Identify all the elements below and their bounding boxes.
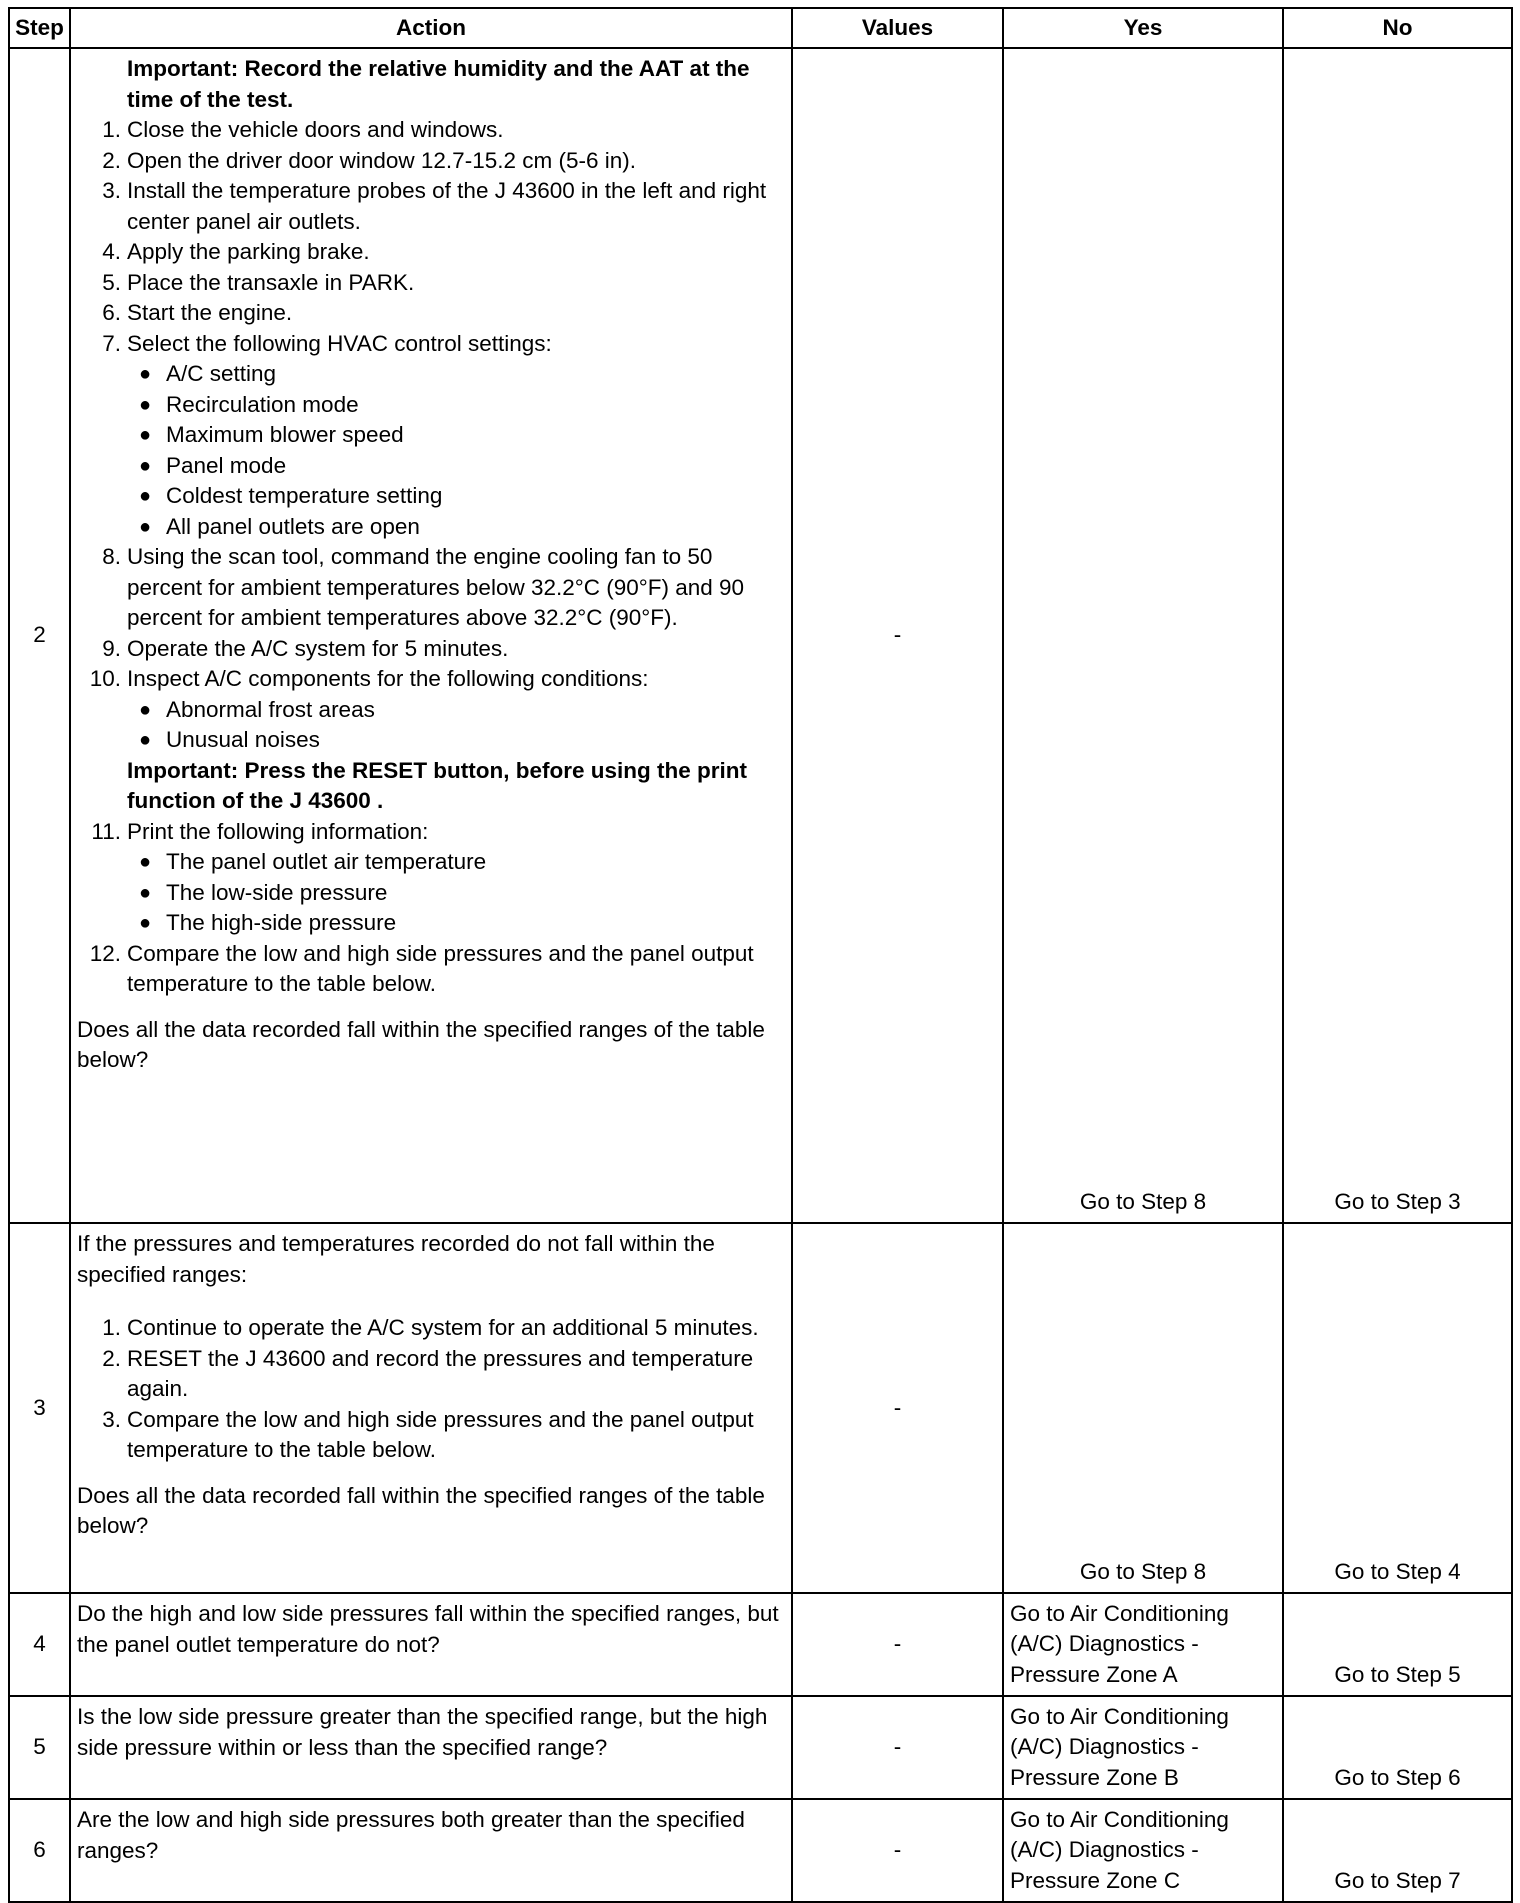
action-cell (70, 48, 792, 1223)
header-values: Values (792, 8, 1003, 48)
important-note: Important: Record the relative humidity and the AAT at the time of the test. (127, 56, 750, 112)
list-item: 3. Install the temperature probes of the J 43600 in the left and right center panel air outlets. (102, 178, 767, 234)
bullet-item: ● Abnormal frost areas (77, 695, 785, 726)
list-item: 6. Start the engine. (102, 300, 293, 325)
list-item: 1. Close the vehicle doors and windows. (102, 117, 504, 142)
values-cell: - (792, 1593, 1003, 1696)
bullet-item: ● All panel outlets are open (77, 512, 785, 543)
list-item: 7. Select the following HVAC control settings: (102, 330, 552, 356)
values-cell: - (792, 48, 1003, 1223)
list-item: 9. Operate the A/C system for 5 minutes. (102, 635, 509, 661)
bullet-icon: ● (139, 485, 152, 507)
action-cell (70, 1223, 792, 1593)
bullet-icon: ● (139, 729, 152, 751)
list-item: 11. Print the following information: (91, 818, 429, 844)
bullet-icon: ● (139, 424, 152, 446)
no-cell: Go to Step 4 (1283, 1223, 1512, 1593)
bullet-icon: ● (139, 363, 152, 385)
header-action: Action (70, 8, 792, 48)
yes-cell: Go to Step 8 (1003, 48, 1283, 1223)
bullet-icon: ● (139, 454, 152, 477)
bullet-item: ● The high-side pressure (77, 908, 785, 939)
values-cell: - (792, 1696, 1003, 1799)
diagnostic-table (8, 7, 1513, 1903)
bullet-icon: ● (139, 851, 152, 873)
list-item: 4. Apply the parking brake. (102, 239, 370, 264)
action-cell (70, 1593, 792, 1696)
yes-cell: Go to Air Conditioning (A/C) Diagnostics - Pressure Zone C (1003, 1799, 1283, 1902)
header-no: No (1283, 8, 1512, 48)
step-number: 5 (9, 1696, 70, 1799)
bullet-item: ● Maximum blower speed (77, 420, 785, 451)
question-text: Is the low side pressure greater than the specified range, but the high side pressure within or less than the specified range? (77, 1704, 768, 1760)
no-cell: Go to Step 3 (1283, 48, 1512, 1223)
list-item: 12. Compare the low and high side pressures and the panel output temperature to the table below. (89, 940, 754, 996)
bullet-item: ● The low-side pressure (77, 878, 785, 909)
bullet-item: ● The panel outlet air temperature (77, 847, 785, 878)
question-text: Does all the data recorded fall within the specified ranges of the table below? (77, 1016, 765, 1072)
values-cell: - (792, 1223, 1003, 1593)
bullet-item: ● Unusual noises (77, 725, 785, 756)
yes-cell: Go to Step 8 (1003, 1223, 1283, 1593)
header-row (9, 8, 1512, 48)
no-cell: Go to Step 5 (1283, 1593, 1512, 1696)
list-item: 10. Inspect A/C components for the following conditions: (89, 666, 649, 691)
step-number: 3 (9, 1223, 70, 1593)
no-cell: Go to Step 7 (1283, 1799, 1512, 1902)
intro-text: If the pressures and temperatures recorded do not fall within the specified ranges: (77, 1231, 715, 1287)
step-number: 4 (9, 1593, 70, 1696)
table-row-step-3 (9, 1223, 1512, 1593)
bullet-item: ● Recirculation mode (77, 390, 785, 421)
bullet-icon: ● (139, 912, 152, 934)
step-number: 6 (9, 1799, 70, 1902)
table-row-step-5 (9, 1696, 1512, 1799)
question-text: Does all the data recorded fall within the specified ranges of the table below? (77, 1482, 765, 1538)
bullet-item: ● Coldest temperature setting (77, 481, 785, 512)
list-item: 8. Using the scan tool, command the engine cooling fan to 50 percent for ambient temperatures below 32.2°C (90°F) and 90 percent for ambient temperatures above 32.2°C (90°F). (102, 544, 745, 630)
step-number: 2 (9, 48, 70, 1223)
bullet-icon: ● (139, 515, 152, 538)
header-step: Step (9, 8, 70, 48)
bullet-icon: ● (139, 698, 152, 721)
header-yes: Yes (1003, 8, 1283, 48)
list-item: 5. Place the transaxle in PARK. (102, 269, 415, 295)
table-row-step-2 (9, 48, 1512, 1223)
question-text: Do the high and low side pressures fall within the specified ranges, but the panel outlet temperature do not? (77, 1601, 779, 1657)
yes-cell: Go to Air Conditioning (A/C) Diagnostics - Pressure Zone A (1003, 1593, 1283, 1696)
table-row-step-6 (9, 1799, 1512, 1902)
values-cell: - (792, 1799, 1003, 1902)
list-item: 2. RESET the J 43600 and record the pressures and temperature again. (102, 1345, 754, 1401)
question-text: Are the low and high side pressures both greater than the specified ranges? (77, 1807, 745, 1863)
important-note: Important: Press the RESET button, before using the print function of the J 43600 . (127, 757, 748, 813)
table-row-step-4 (9, 1593, 1512, 1696)
bullet-item: ● Panel mode (77, 451, 785, 482)
no-cell: Go to Step 6 (1283, 1696, 1512, 1799)
yes-cell: Go to Air Conditioning (A/C) Diagnostics - Pressure Zone B (1003, 1696, 1283, 1799)
bullet-item: ● A/C setting (77, 359, 785, 390)
list-item: 3. Compare the low and high side pressures and the panel output temperature to the table below. (102, 1406, 754, 1462)
action-cell (70, 1696, 792, 1799)
list-item: 2. Open the driver door window 12.7-15.2 cm (5-6 in). (102, 147, 636, 173)
list-item: 1. Continue to operate the A/C system for an additional 5 minutes. (102, 1315, 759, 1340)
bullet-icon: ● (139, 881, 152, 904)
bullet-icon: ● (139, 393, 152, 416)
action-cell (70, 1799, 792, 1902)
